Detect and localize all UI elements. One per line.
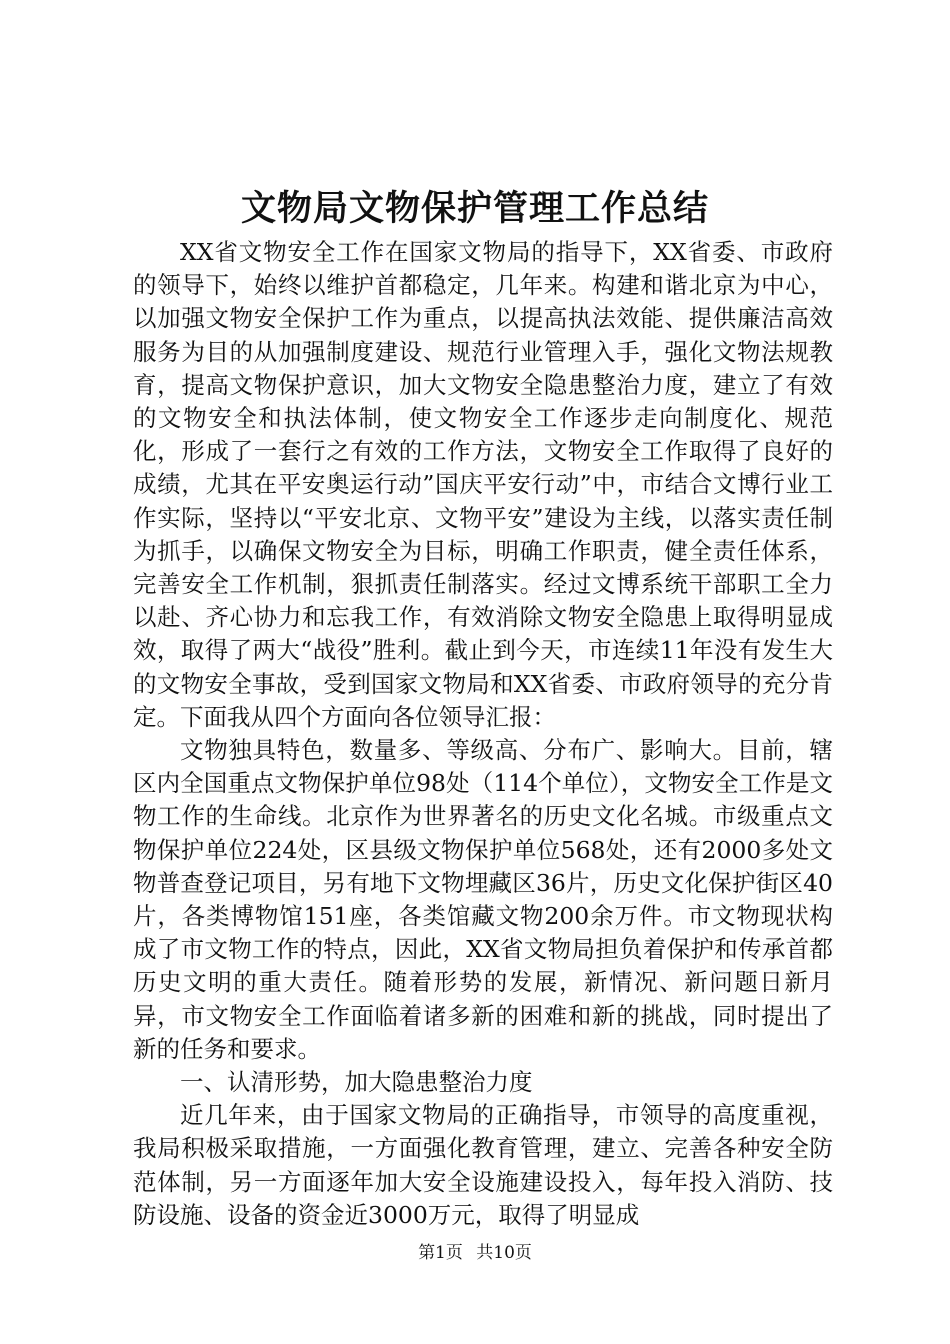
paragraph-intro: XX省文物安全工作在国家文物局的指导下，XX省委、市政府的领导下，始终以维护首都稳定，几年来。构建和谐北京为中心，以加强文物安全保护工作为重点，以提高执法效能、提供廉洁高效服务为目的从加强制度建设、规范行业管理入手，强化文物法规教育，提高文物保护意识，加大文物安全隐患整治力度，建立了有效的文物安全和执法体制，使文物安全工作逐步走向制度化、规范化，形成了一套行之有效的工作方法，文物安全工作取得了良好的成绩，尤其在平安奥运行动”国庆平安行动”中，市结合文博行业工作实际，坚持以“平安北京、文物平安”建设为主线，以落实责任制为抓手，以确保文物安全为目标，明确工作职责，健全责任体系，完善安全工作机制，狠抓责任制落实。经过文博系统干部职工全力以赴、齐心协力和忘我工作，有效消除文物安全隐患上取得明显成效，取得了两大“战役”胜利。截止到今天，市连续11年没有发生大的文物安全事故，受到国家文物局和XX省委、市政府领导的充分肯定。下面我从四个方面向各位领导汇报： bbox=[133, 238, 833, 731]
document-title: 文物局文物保护管理工作总结 bbox=[240, 188, 709, 229]
paragraph-overview: 文物独具特色，数量多、等级高、分布广、影响大。目前，辖区内全国重点文物保护单位98处（114个单位），文物安全工作是文物工作的生命线。北京作为世界著名的历史文化名城。市级重点文物保护单位224处，区县级文物保护单位568处，还有2000多处文物普查登记项目，另有地下文物埋藏区36片，历史文化保护街区40片，各类博物馆151座，各类馆藏文物200余万件。市文物现状构成了市文物工作的特点，因此，XX省文物局担负着保护和传承首都历史文明的重大责任。随着形势的发展，新情况、新问题日新月异，市文物安全工作面临着诸多新的困难和新的挑战，同时提出了新的任务和要求。 bbox=[133, 736, 833, 1063]
document-body bbox=[133, 236, 833, 1232]
page-number: 第1页 bbox=[418, 1243, 463, 1263]
paragraph-section-1: 近几年来，由于国家文物局的正确指导，市领导的高度重视，我局积极采取措施，一方面强化教育管理，建立、完善各种安全防范体制，另一方面逐年加大安全设施建设投入，每年投入消防、技防设施、设备的资金近3000万元，取得了明显成 bbox=[133, 1101, 833, 1229]
section-heading-1: 一、认清形势，加大隐患整治力度 bbox=[180, 1068, 533, 1097]
total-pages: 共10页 bbox=[476, 1243, 532, 1263]
page-footer bbox=[0, 1241, 950, 1265]
